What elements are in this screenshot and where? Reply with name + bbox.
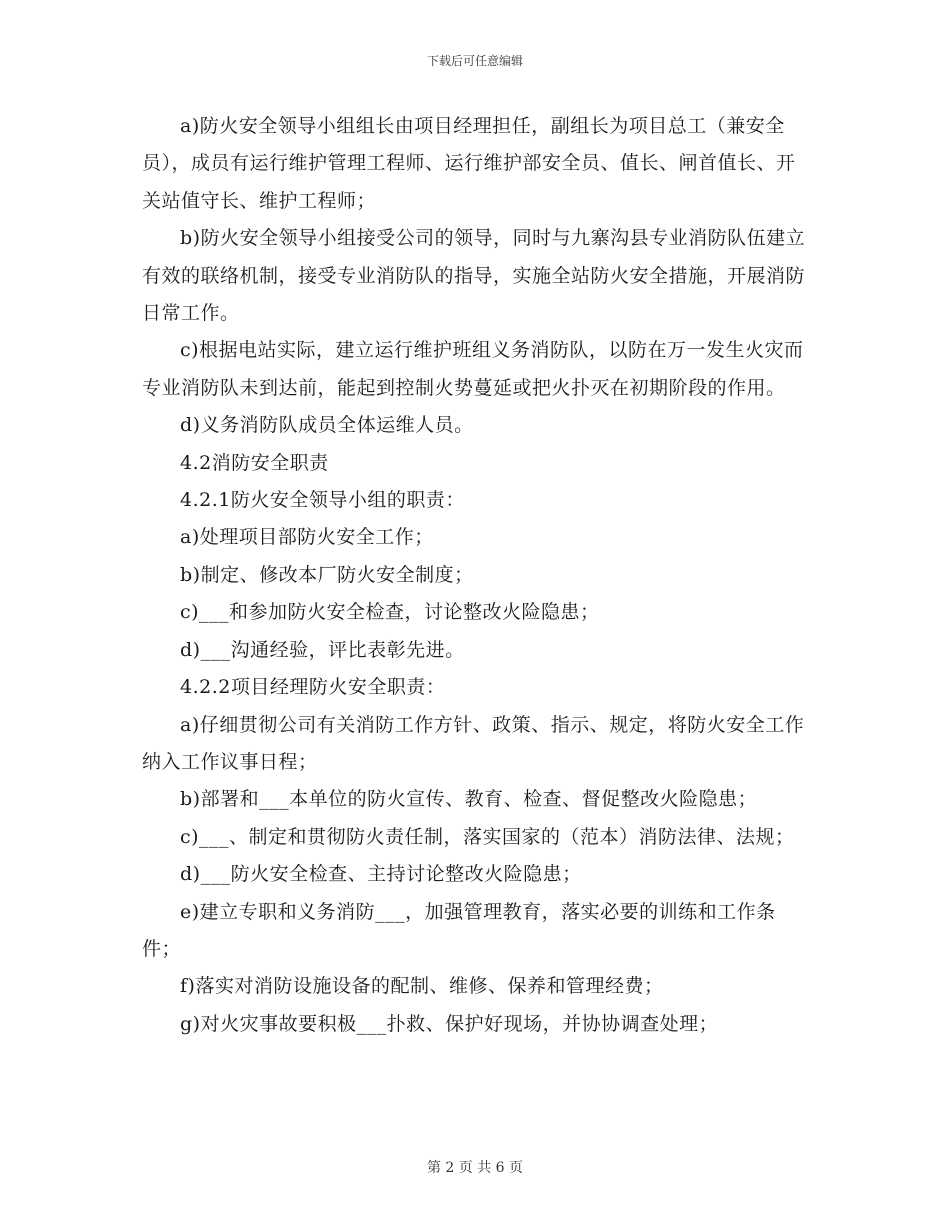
paragraph: d)___沟通经验，评比表彰先进。 <box>180 638 465 661</box>
paragraph: c)___、制定和贯彻防火责任制，落实国家的（范本）消防法律、法规； <box>180 825 795 848</box>
subsection-heading: 4.2.1防火安全领导小组的职责： <box>180 489 465 512</box>
paragraph: f)落实对消防设施设备的配制、维修、保养和管理经费； <box>180 975 664 998</box>
paragraph: c)根据电站实际，建立运行维护班组义务消防队，以防在万一发生火灾而专业消防队未到达前，能起到控制火势蔓延或把火扑灭在初期阶段的作用。 <box>142 339 804 399</box>
document-body <box>142 108 814 1043</box>
paragraph: d)___防火安全检查、主持讨论整改火险隐患； <box>180 863 582 886</box>
subsection-heading: 4.2.2项目经理防火安全职责： <box>180 676 446 699</box>
paragraph: e)建立专职和义务消防___，加强管理教育，落实必要的训练和工作条件； <box>142 900 776 960</box>
paragraph: g)对火灾事故要积极___扑救、保护好现场，并协协调查处理； <box>180 1012 719 1035</box>
paragraph: c)___和参加防火安全检查，讨论整改火险隐患； <box>180 601 600 624</box>
section-heading: 4.2消防安全职责 <box>180 451 329 474</box>
paragraph: b)防火安全领导小组接受公司的领导，同时与九寨沟县专业消防队伍建立有效的联络机制，接受专业消防队的指导，实施全站防火安全措施，开展消防日常工作。 <box>142 227 806 325</box>
page-footer: 第 2 页 共 6 页 <box>426 1160 524 1176</box>
paragraph: a)处理项目部防火安全工作； <box>180 526 434 549</box>
paragraph: b)制定、修改本厂防火安全制度； <box>180 563 474 586</box>
paragraph: b)部署和___本单位的防火宣传、教育、检查、督促整改火险隐患； <box>180 788 758 811</box>
paragraph: a)仔细贯彻公司有关消防工作方针、政策、指示、规定，将防火安全工作纳入工作议事日程； <box>142 713 805 773</box>
page-header: 下载后可任意编辑 <box>426 54 523 68</box>
paragraph: a)防火安全领导小组组长由项目经理担任，副组长为项目总工（兼安全员），成员有运行维护管理工程师、运行维护部安全员、值长、闸首值长、开关站值守长、维护工程师； <box>142 115 796 212</box>
paragraph: d)义务消防队成员全体运维人员。 <box>180 414 474 437</box>
